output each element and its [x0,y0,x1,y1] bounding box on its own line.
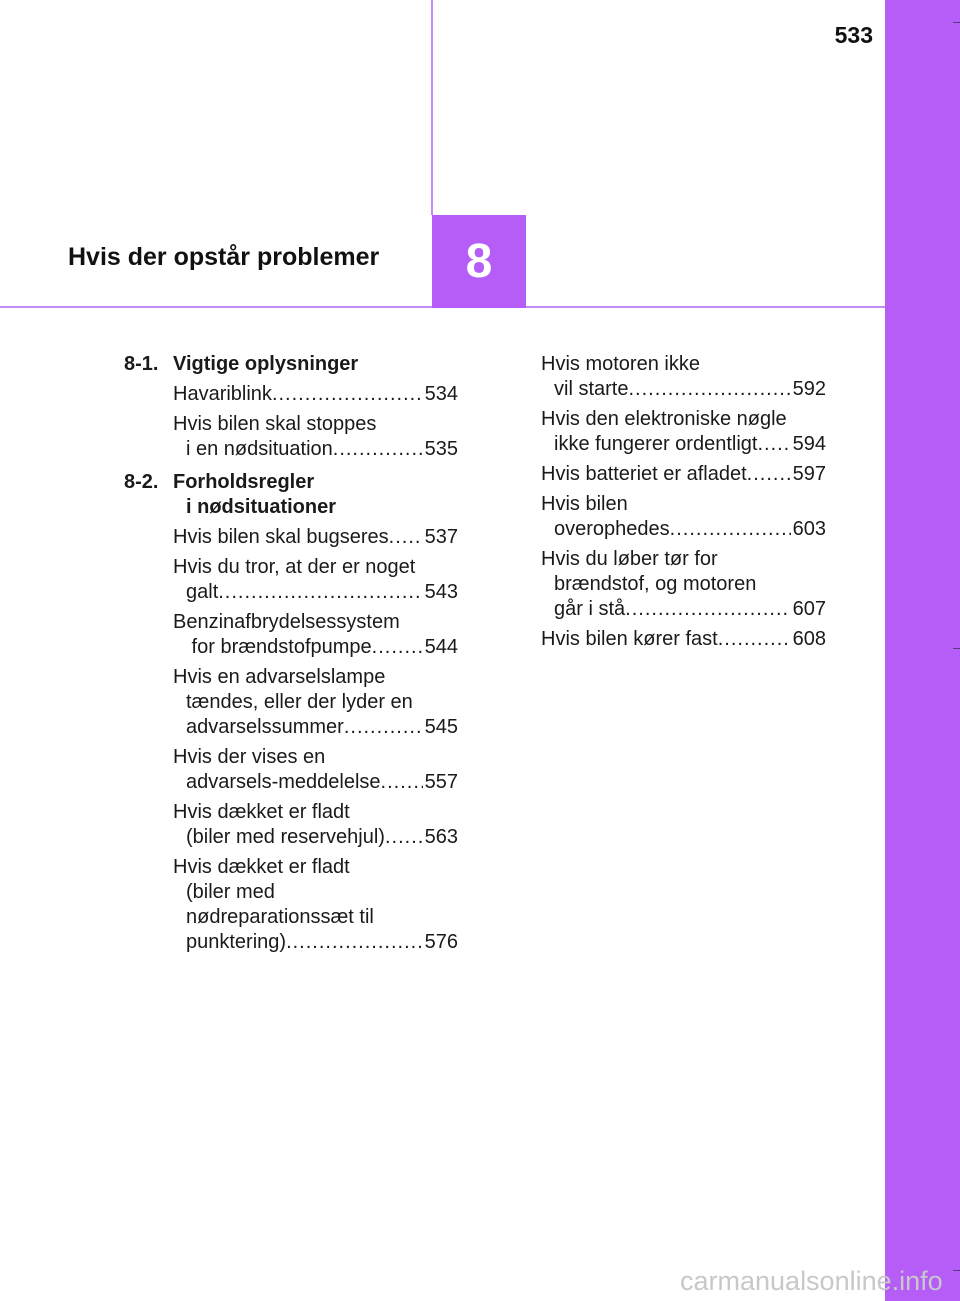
toc-entry-line [173,382,458,407]
toc-entry-text: Havariblink [173,383,272,405]
toc-entry-text: Hvis bilen [541,493,628,515]
toc-entry [173,800,458,850]
section-entries [124,525,458,955]
toc-page-number: 607 [792,598,826,620]
section-title [173,470,458,520]
toc-page-number: 603 [792,518,826,540]
toc-page-number: 594 [792,433,826,455]
leader-dots [757,432,790,457]
leader-dots [628,377,790,402]
toc-left-column [124,352,458,960]
toc-page-number: 545 [424,716,458,738]
toc-entry-text: Hvis en advarselslampe [173,666,386,688]
toc-entry [541,547,826,622]
toc-entry [173,382,458,407]
leader-dots [272,382,423,407]
toc-page-number: 537 [424,526,458,548]
toc-right-column [541,352,826,657]
section-title-line: i nødsituationer [186,496,336,518]
section-title-line: Vigtige oplysninger [173,353,359,375]
section-entries [541,352,826,652]
toc-entry-text: Hvis dækket er fladt [173,856,350,878]
leader-dots [670,517,791,542]
toc-page-number: 563 [424,826,458,848]
leader-dots [218,580,422,605]
leader-dots [372,635,423,660]
toc-entry-line [541,432,826,457]
toc-entry-text: Hvis bilen kører fast [541,628,718,650]
crop-mark [953,648,960,649]
toc-page-number: 544 [424,636,458,658]
toc-entry [173,665,458,740]
leader-dots [381,770,423,795]
toc-entry-line [173,525,458,550]
toc-entry [173,555,458,605]
toc-page-number: 597 [792,463,826,485]
divider-vertical [431,0,433,215]
toc-entry-line [173,715,458,740]
toc-entry [541,627,826,652]
toc-entry-text: for brændstofpumpe [186,636,372,658]
section-entries [124,382,458,462]
toc-entry-line [173,580,458,605]
toc-page-number: 534 [424,383,458,405]
toc-entry-text: Hvis motoren ikke [541,353,700,375]
toc-entry [173,412,458,462]
toc-entry-line [173,825,458,850]
toc-entry [173,745,458,795]
leader-dots [625,597,790,622]
toc-entry-text: vil starte [554,378,629,400]
section-heading [124,470,458,520]
toc-entry-text: i en nødsituation [186,438,333,460]
toc-entry-line [541,627,826,652]
toc-page-number: 557 [424,771,458,793]
toc-page-number: 592 [792,378,826,400]
toc-page-number: 535 [424,438,458,460]
toc-entry-line [541,517,826,542]
toc-entry [541,352,826,402]
toc-entry-line [173,437,458,462]
toc-entry-text: overophedes [554,518,670,540]
leader-dots [747,462,791,487]
leader-dots [344,715,423,740]
toc-entry-text: går i stå [554,598,626,620]
page-number: 533 [834,22,873,48]
section-title [173,352,458,377]
toc-entry-text: tændes, eller der lyder en [186,691,413,713]
leader-dots [389,525,423,550]
section-title-line: Forholdsregler [173,471,315,493]
toc-entry-text: Hvis batteriet er afladet [541,463,747,485]
toc-entry-text: brændstof, og motoren [554,573,757,595]
crop-mark [953,1270,960,1271]
toc-entry-line [173,930,458,955]
toc-entry-text: Hvis du løber tør for [541,548,718,570]
toc-entry-text: (biler med reservehjul) [186,826,385,848]
toc-entry-text: Hvis dækket er fladt [173,801,350,823]
toc-entry [541,407,826,457]
toc-entry-text: (biler med [186,881,275,903]
toc-entry-line [541,462,826,487]
toc-entry-text: Hvis den elektroniske nøgle [541,408,787,430]
toc-entry-text: advarsels-meddelelse [186,771,381,793]
section-number: 8-1. [124,353,159,375]
toc-entry-text: advarselssummer [186,716,344,738]
toc-entry-text: Hvis bilen skal stoppes [173,413,377,435]
toc-entry-line [541,597,826,622]
toc-entry-text: galt [186,581,219,603]
crop-mark [953,22,960,23]
toc-entry-text: punktering) [186,931,287,953]
toc-entry-text: Hvis bilen skal bugseres [173,526,389,548]
chapter-side-tab [885,0,960,1301]
leader-dots [718,627,791,652]
leader-dots [385,825,423,850]
toc-entry [541,462,826,487]
toc-entry-text: Hvis der vises en [173,746,326,768]
toc-entry [541,492,826,542]
chapter-number-box: 8 [432,215,526,308]
toc-entry-text: nødreparationssæt til [186,906,374,928]
toc-entry-line [173,770,458,795]
leader-dots [333,437,423,462]
toc-entry-text: ikke fungerer ordentligt [554,433,758,455]
toc-entry-line [173,635,458,660]
toc-entry [173,855,458,955]
leader-dots [286,930,423,955]
section-heading [124,352,458,377]
toc-entry-text: Benzinafbrydelsessystem [173,611,400,633]
section-number: 8-2. [124,471,159,493]
toc-page-number: 576 [424,931,458,953]
toc-page-number: 608 [792,628,826,650]
toc-entry [173,610,458,660]
toc-entry-text: Hvis du tror, at der er noget [173,556,416,578]
toc-entry [173,525,458,550]
chapter-title: Hvis der opstår problemer [68,243,380,271]
toc-page-number: 543 [424,581,458,603]
watermark: carmanualsonline.info [680,1266,943,1296]
toc-entry-line [541,377,826,402]
